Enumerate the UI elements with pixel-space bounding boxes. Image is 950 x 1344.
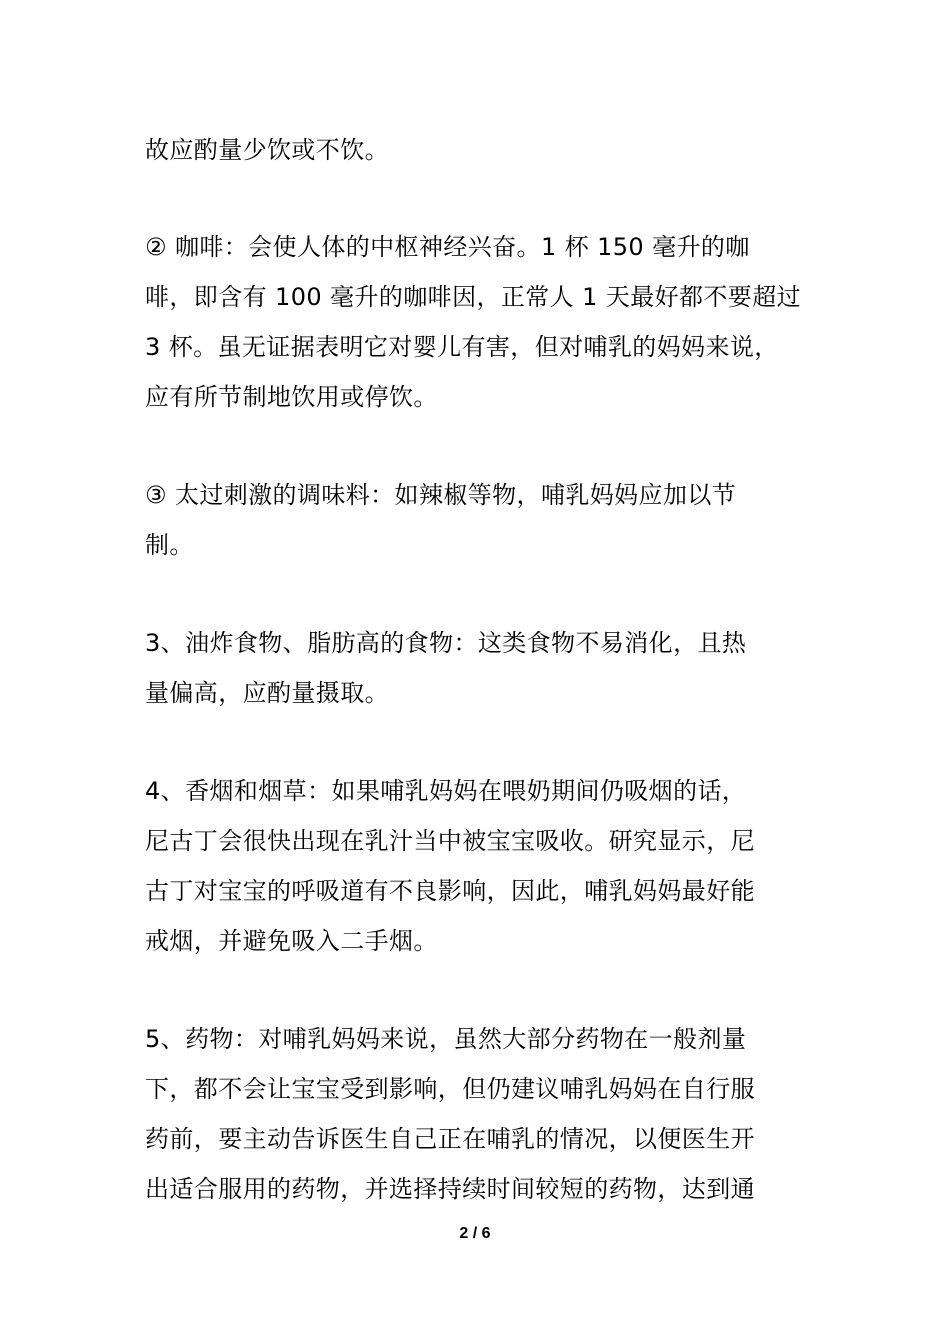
text-line: 3 杯。虽无证据表明它对婴儿有害，但对哺乳的妈妈来说， [145,333,779,361]
text-line: ③ 太过刺激的调味料：如辣椒等物，哺乳妈妈应加以节 [145,481,737,509]
text-line: ② 咖啡：会使人体的中枢神经兴奋。1 杯 150 毫升的咖 [145,233,750,261]
text-line: 出适合服用的药物，并选择持续时间较短的药物，达到通 [145,1175,755,1203]
text-line: 药前，要主动告诉医生自己正在哺乳的情况，以便医生开 [145,1125,755,1153]
text-line: 3、油炸食物、脂肪高的食物：这类食物不易消化，且热 [145,629,747,657]
text-line: 5、药物：对哺乳妈妈来说，虽然大部分药物在一般剂量 [145,1025,747,1053]
text-line: 制。 [145,531,194,559]
text-line: 尼古丁会很快出现在乳汁当中被宝宝吸收。研究显示，尼 [145,827,755,855]
text-line: 啡，即含有 100 毫升的咖啡因，正常人 1 天最好都不要超过 [145,283,801,311]
text-line: 故应酌量少饮或不饮。 [145,136,389,164]
text-line: 应有所节制地饮用或停饮。 [145,383,438,411]
text-line: 戒烟，并避免吸入二手烟。 [145,927,438,955]
text-line: 4、香烟和烟草：如果哺乳妈妈在喂奶期间仍吸烟的话， [145,777,747,805]
text-line: 古丁对宝宝的呼吸道有不良影响，因此，哺乳妈妈最好能 [145,877,755,905]
text-line: 量偏高，应酌量摄取。 [145,679,389,707]
page-number: 2 / 6 [459,1225,491,1242]
text-line: 下，都不会让宝宝受到影响，但仍建议哺乳妈妈在自行服 [145,1075,755,1103]
